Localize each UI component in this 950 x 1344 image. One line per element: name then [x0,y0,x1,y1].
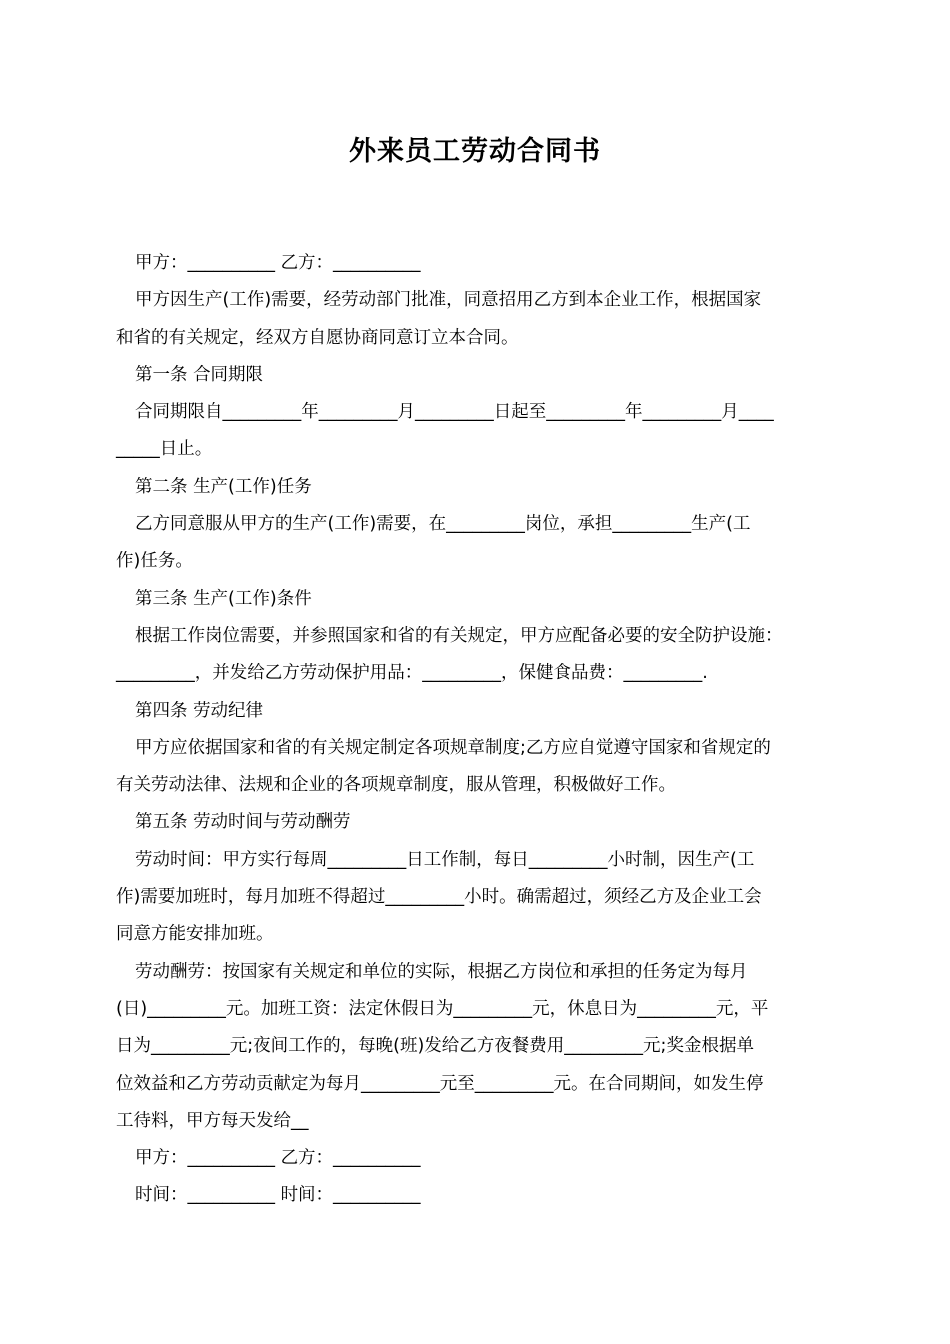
article-2-text: 作)任务。 [116,551,193,572]
pay-paragraph: 日为_________元;夜间工作的，每晚(班)发给乙方夜餐费用_________元;奖金根据单 [116,1036,754,1057]
date-signature-line: 时间：__________ 时间：__________ [135,1185,421,1206]
pay-paragraph: 工待料，甲方每天发给__ [116,1110,309,1131]
pay-paragraph: 位效益和乙方劳动贡献定为每月_________元至_________元。在合同期间，如发生停 [116,1073,764,1094]
article-3-heading: 第三条 生产(工作)条件 [135,588,312,609]
article-3-text: 根据工作岗位需要，并参照国家和省的有关规定，甲方应配备必要的安全防护设施： [135,625,783,646]
article-4-text: 有关劳动法律、法规和企业的各项规章制度，服从管理，积极做好工作。 [116,775,676,796]
preamble-paragraph: 和省的有关规定，经双方自愿协商同意订立本合同。 [116,327,519,348]
article-1-heading: 第一条 合同期限 [135,364,264,385]
document-title: 外来员工劳动合同书 [349,136,601,167]
article-4-text: 甲方应依据国家和省的有关规定制定各项规章制度;乙方应自觉遵守国家和省规定的 [135,737,771,758]
work-hours-paragraph: 作)需要加班时，每月加班不得超过_________小时。确需超过，须经乙方及企业工会 [116,887,762,908]
party-signature-line: 甲方：__________ 乙方：__________ [135,1148,421,1169]
article-3-text: _________，并发给乙方劳动保护用品：_________，保健食品费：_________. [116,663,708,684]
pay-paragraph: 劳动酬劳：按国家有关规定和单位的实际，根据乙方岗位和承担的任务定为每月 [135,961,748,982]
document-body [116,245,836,1215]
article-2-heading: 第二条 生产(工作)任务 [135,476,312,497]
article-2-text: 乙方同意服从甲方的生产(工作)需要，在_________岗位，承担_________生产(工 [135,514,751,535]
work-hours-paragraph: 劳动时间：甲方实行每周_________日工作制，每日_________小时制，因生产(工 [135,849,755,870]
article-4-heading: 第四条 劳动纪律 [135,700,264,721]
article-5-heading: 第五条 劳动时间与劳动酬劳 [135,812,351,833]
article-1-text: 合同期限自_________年_________月_________日起至_________年_________月____ [135,402,774,423]
preamble-paragraph: 甲方因生产(工作)需要，经劳动部门批准，同意招用乙方到本企业工作，根据国家 [135,290,762,311]
pay-paragraph: (日)_________元。加班工资：法定休假日为_________元，休息日为_________元，平 [116,998,769,1019]
work-hours-paragraph: 同意方能安排加班。 [116,924,274,945]
article-1-text: _____日止。 [116,439,213,460]
party-signature-line: 甲方：__________ 乙方：__________ [135,253,421,273]
